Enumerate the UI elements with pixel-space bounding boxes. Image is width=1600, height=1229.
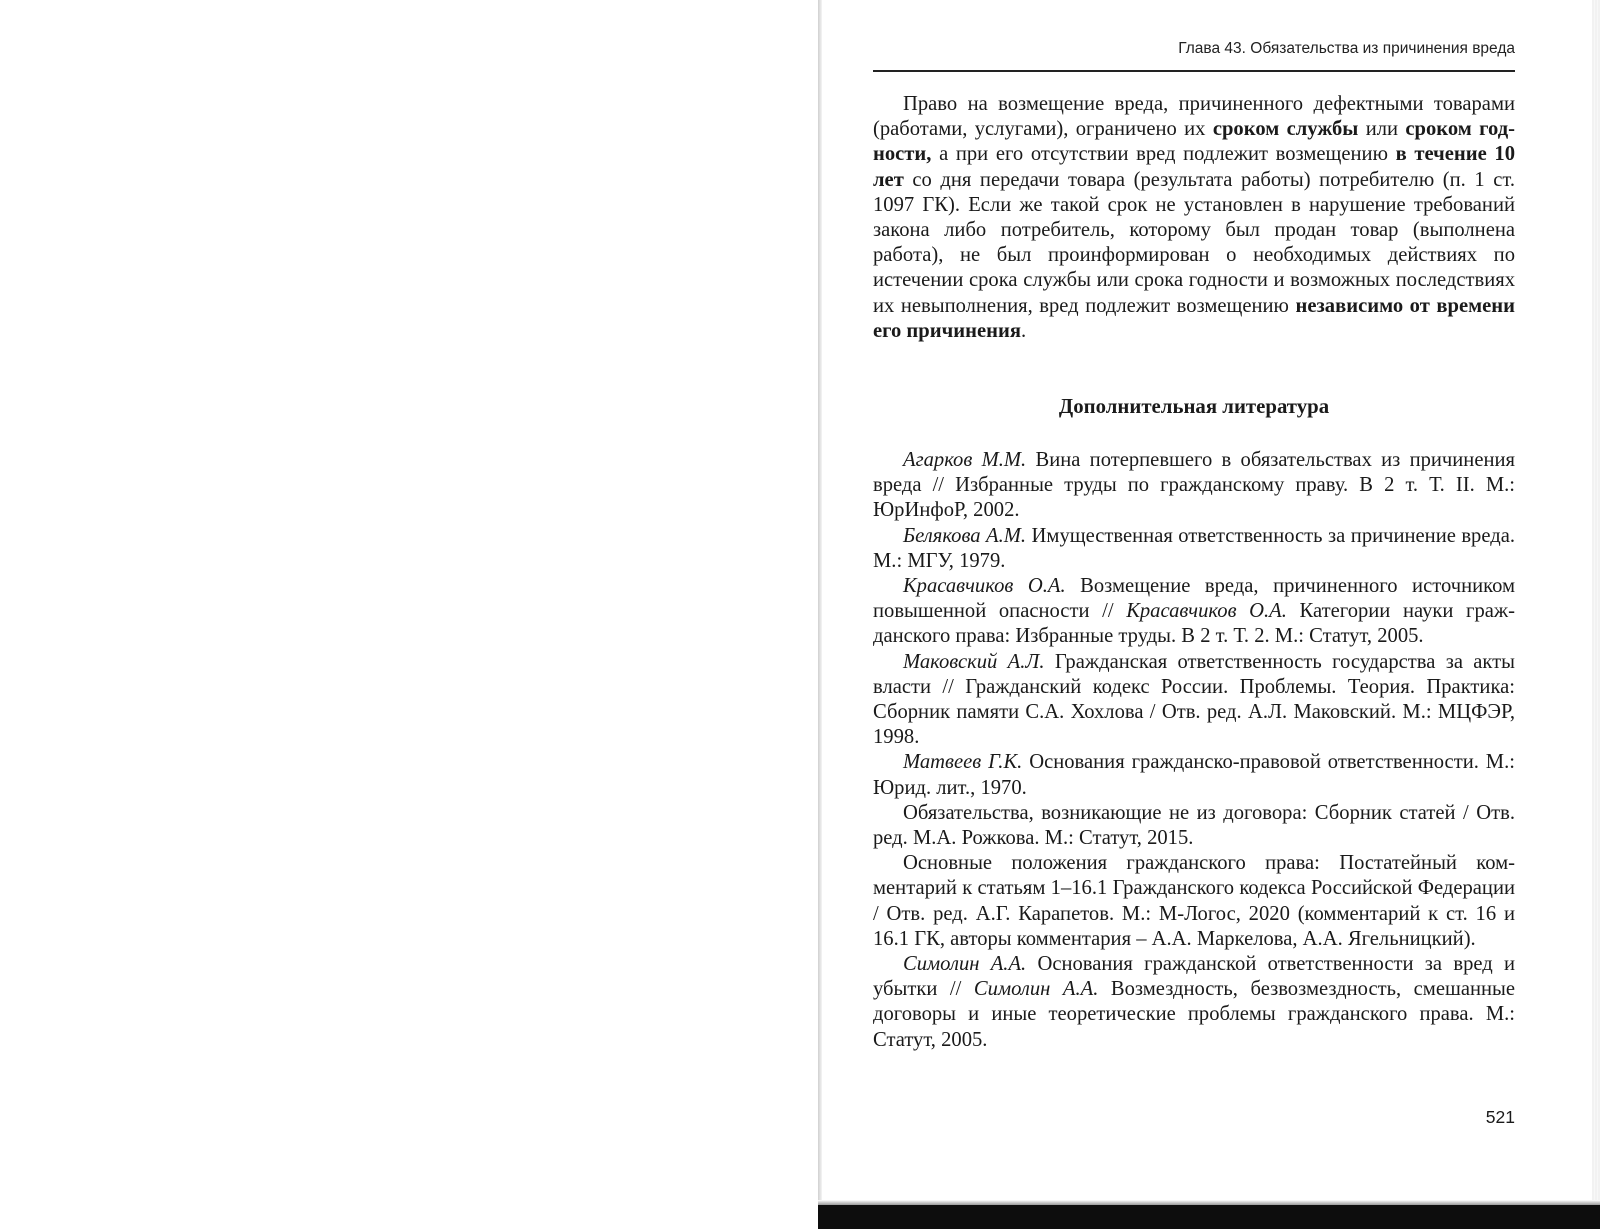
entry-text: Обязательства, возникающие не из договора: Сборник статей / Отв. ред. М.А. Рожкова. М.: Статут, 2015. [873,801,1515,850]
entry-author: Агарков М.М. [903,449,1027,471]
page-number: 521 [1485,1107,1515,1127]
entry-text: Вина потерпевшего в обязательствах из причинения вреда // Избранные труды по гражданскому праву. В 2 т. Т. II. М.: ЮрИнфоР, 2002. [873,449,1515,522]
intro-text: . [1020,319,1027,342]
entry-text: Основные положения гражданского права: Постатейный комментарий к статьям 1–16.1 Гражданского кодекса Российской Федерации / Отв. ред. А.Г. Карапетов. М.: М-Логос, 2020 (комментарий к ст. 16 и 16.1 ГК, авторы комментария – А.А. Маркелова, А.А. Ягельницкий). [873,852,1515,950]
literature-entry [873,750,1515,800]
intro-bold-term: сроком годности, [873,118,1515,166]
literature-entry [873,801,1515,851]
intro-text: а при его отсутствии вред подлежит возмещению [931,143,1396,166]
entry-author: Симолин А.А. [903,953,1027,976]
intro-bold-term: независимо от времени его причинения [873,294,1515,342]
entry-text: Основания гражданской ответственности за вред и убытки // [873,953,1516,1001]
literature-entry [873,952,1515,1053]
page-edge [1592,0,1600,1200]
intro-section [873,92,1515,344]
literature-heading: Дополнительная литература [1058,395,1330,418]
literature-entry [873,574,1515,650]
entry-author: Красавчиков О.А. [1126,600,1287,623]
entry-text: Категории науки гражданского права: Избранные труды. В 2 т. Т. 2. М.: Статут, 2005. [873,600,1516,648]
literature-entry [873,650,1515,751]
entry-text: Гражданская ответственность государства за акты власти // Гражданский кодекс России. Проблемы. Теория. Практика: Сборник памяти С.А. Хохлова / Отв. ред. А.Л. Маковский. М.: МЦФЭР, 1998. [873,650,1515,749]
entry-author: Матвеев Г.К. [903,751,1023,774]
literature-entry [873,524,1515,574]
entry-text: Возмездность, безвозмездность, смешанные договоры и иные теоретические проблемы гражданского права. М.: Статут, 2005. [873,978,1515,1051]
entry-text: Основания гражданско-правовой ответственности. М.: Юрид. лит., 1970. [873,751,1515,799]
entry-author: Симолин А.А. [973,978,1099,1001]
literature-entry [873,851,1515,952]
entry-author: Маковский А.Л. [903,650,1045,673]
entry-author: Красавчиков О.А. [903,575,1066,598]
intro-text: со дня передачи товара (результата работы) потребителю (п. 1 ст. 1097 ГК). Если же такой срок не установлен в нарушение требований закона либо потребитель, которому был продан товар (выполнена работа), не был проинформирован о необходимых действиях по истечении срока службы или срока годности и возможных последствиях их невыполнения, вред подлежит возмещению [873,168,1515,317]
running-head: Глава 43. Обязательства из причинения вреда [1178,40,1515,57]
entry-text: Имущественная ответственность за причинение вреда. М.: МГУ, 1979. [873,524,1515,572]
intro-text: или [1358,118,1406,141]
intro-paragraph [873,92,1515,344]
literature-entry [873,448,1515,524]
intro-bold-term: в течение 10 лет [873,143,1515,191]
literature-list [873,448,1515,1053]
header-rule [873,70,1515,72]
scan-bottom-edge [818,1205,1600,1229]
entry-text: Возмещение вреда, причиненного источником повышенной опасности // [873,575,1516,623]
intro-text: Право на возмещение вреда, причиненного дефектными товарами (работами, услугами), ограничено их [873,93,1515,141]
entry-author: Белякова А.М. [903,524,1027,547]
intro-bold-term: сроком службы [1212,118,1359,141]
